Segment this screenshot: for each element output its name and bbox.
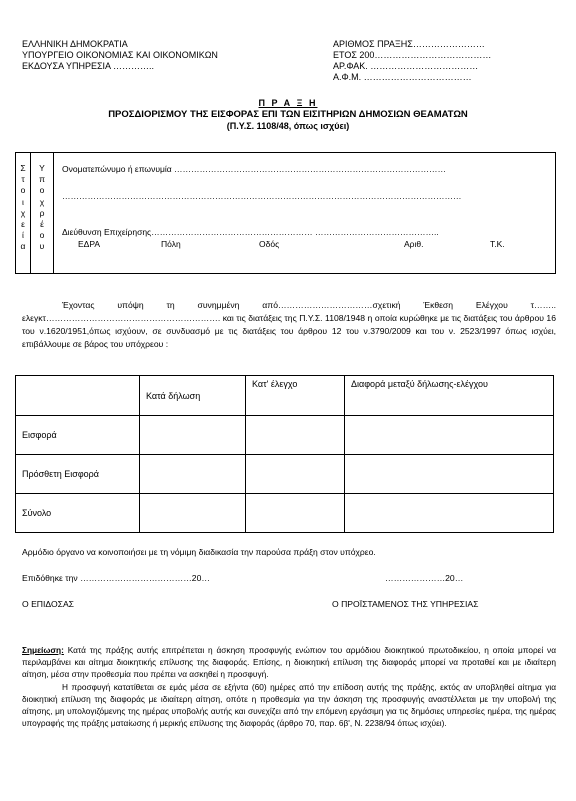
table-cell[interactable] (246, 455, 345, 494)
vertical-label-col2 (30, 153, 54, 273)
address-field[interactable]: Διεύθυνση Επιχείρησης………………………………………………… …………………………………….. (62, 227, 439, 237)
table-cell[interactable] (345, 494, 554, 533)
vertical-letter: ρ (39, 207, 45, 218)
name-continuation-field[interactable]: …………………………………………………………………………………………………………………………… (62, 191, 462, 201)
table-row (16, 416, 554, 455)
table-row (16, 455, 554, 494)
note-label: Σημείωση: (22, 645, 64, 655)
table-cell[interactable] (345, 455, 554, 494)
table-header-label: Κατά δήλωση (146, 390, 201, 401)
note-paragraph-2: Η προσφυγή κατατίθεται σε εμάς μέσα σε εξήντα (60) ημέρες από την επίδοση αυτής της πράξης, εκτός αν υποβληθεί αίτημα για διοικητική επίλυση της διαφοράς με ιδιαίτερη αίτηση, οπότε η προθεσμία για την άσκηση της προσφυγής αναστέλλεται με την υποβολή της αίτησης, μη υπολογιζόμενης της ημέρας υποβολής αυτής και συνεχίζει από την επόμενη εργάσιμη για τις δημόσιες υπηρεσίες ημέρα, της ημέρας υπογραφής της πράξης ματαίωσης ή μερικής επίλυσης της διαφοράς (άρθρο 70, παρ. 6β', Ν. 2238/94 όπως ισχύει). (22, 681, 556, 729)
vertical-letter: χ (39, 196, 45, 207)
table-header-label: Κατ' έλεγχο (252, 379, 298, 389)
note-text-1: Κατά της πράξης αυτής επιτρέπεται η άσκηση προσφυγής ενώπιον του αρμόδιου διοικητικού πρωτοδικείου, η οποία μπορεί να περιλαμβάνει και αίτημα διοικητικής επίλυσης της διαφοράς. Επίσης, η διοικητική επίλυση της διαφοράς μπορεί να προταθεί και με ιδιαίτερη αίτηση, μέσα στην προθεσμία που πρέπει να ασκηθεί η προσφυγή. (22, 645, 556, 680)
date-field[interactable]: …………………20… (385, 573, 464, 583)
vertical-letter: ο (39, 230, 45, 241)
table-header-label: Διαφορά μεταξύ δήλωσης-ελέγχου (351, 379, 488, 389)
name-field[interactable]: Ονοματεπώνυμο ή επωνυμία …………………………………………………………………………………… (62, 164, 447, 174)
table-header-difference (345, 376, 554, 416)
vertical-letter: Υ (39, 163, 45, 173)
table-row (16, 494, 554, 533)
vertical-letter: ο (20, 185, 26, 196)
table-cell[interactable] (140, 455, 246, 494)
table-cell[interactable] (246, 416, 345, 455)
act-number-field: ΑΡΙΘΜΟΣ ΠΡΑΞΗΣ…………………… (333, 39, 485, 49)
header-right (333, 39, 491, 83)
note-section (22, 644, 556, 729)
header-left-line: ΕΚΔΟΥΣΑ ΥΠΗΡΕΣΙΑ ………….. (22, 61, 155, 71)
tax-id-field: Α.Φ.Μ. ……………………………… (333, 72, 472, 82)
vertical-letter: Σ (20, 163, 26, 173)
vertical-label-col1 (16, 153, 31, 273)
table-header-declared (140, 376, 246, 416)
vertical-letter: υ (39, 241, 45, 252)
header-left-line: ΕΛΛΗΝΙΚΗ ΔΗΜΟΚΡΑΤΙΑ (22, 39, 128, 49)
note-paragraph-1 (22, 644, 556, 681)
address-label-city: Πόλη (161, 239, 181, 249)
intro-paragraph (22, 299, 556, 351)
table-cell[interactable] (140, 416, 246, 455)
vertical-letter: ι (22, 196, 24, 207)
vertical-letter: τ (21, 174, 25, 185)
table-cell[interactable] (246, 494, 345, 533)
table-cell[interactable] (345, 416, 554, 455)
vertical-letter: ί (22, 230, 24, 241)
file-number-field: ΑΡ.ΦΑΚ. ……………………………… (333, 61, 479, 71)
law-reference: (Π.Υ.Σ. 1108/48, όπως ισχύει) (226, 121, 350, 131)
vertical-letter: α (20, 241, 26, 252)
header-left-line: ΥΠΟΥΡΓΕΙΟ ΟΙΚΟΝΟΜΙΑΣ ΚΑΙ ΟΙΚΟΝΟΜΙΚΩΝ (22, 50, 218, 60)
signature-server-label: Ο ΕΠΙΔΟΣΑΣ (22, 599, 74, 609)
address-label-number: Αριθ. (404, 239, 424, 249)
vertical-letter: έ (40, 219, 44, 230)
vertical-letter: π (39, 174, 45, 185)
row-label-total: Σύνολο (16, 494, 140, 533)
signature-head-label: Ο ΠΡΟΪΣΤΑΜΕΝΟΣ ΤΗΣ ΥΠΗΡΕΣΙΑΣ (332, 599, 479, 609)
address-label-street: Οδός (259, 239, 280, 249)
notify-text: Αρμόδιο όργανο να κοινοποιήσει με τη νόμιμη διαδικασία την παρούσα πράξη στον υπόχρεο. (22, 547, 376, 557)
table-header-empty (16, 376, 140, 416)
year-field: ΕΤΟΣ 200………………………………… (333, 50, 492, 60)
table-header-audited (246, 376, 345, 416)
contribution-table (15, 375, 554, 533)
header-left (22, 39, 218, 72)
page-title: Π Ρ Α Ξ Η (258, 98, 318, 108)
taxpayer-box (15, 152, 556, 274)
table-cell[interactable] (140, 494, 246, 533)
row-label-contribution: Εισφορά (16, 416, 140, 455)
vertical-letter: ε (21, 219, 25, 230)
served-date-field[interactable]: Επιδόθηκε την …………………………………20… (22, 573, 210, 583)
page-subtitle: ΠΡΟΣΔΙΟΡΙΣΜΟΥ ΤΗΣ ΕΙΣΦΟΡΑΣ ΕΠΙ ΤΩΝ ΕΙΣΙΤΗΡΙΩΝ ΔΗΜΟΣΙΩΝ ΘΕΑΜΑΤΩΝ (108, 109, 468, 120)
address-label-postcode: Τ.Κ. (490, 239, 505, 249)
intro-text: Έχοντας υπόψη τη συνημμένη από……………………………σχετική Έκθεση Ελέγχου τ…….. ελεγκτ……………………………………………………. και τις διατάξεις της Π.Υ.Σ. 1108/1948 η οποία κυρώθηκε με τις διατάξεις του άρθρου 16 του ν.1620/1951,όπως ισχύουν, σε συνδυασμό με τις διατάξεις του άρθρου 12 του ν.3790/2009 και του ν. 2523/1997 όπως ισχύει, επιβάλλουμε σε βάρος του υπόχρεου : (22, 300, 556, 349)
vertical-letter: χ (20, 207, 26, 218)
row-label-additional: Πρόσθετη Εισφορά (16, 455, 140, 494)
vertical-letter: ο (39, 185, 45, 196)
address-label-seat: ΕΔΡΑ (78, 239, 101, 249)
